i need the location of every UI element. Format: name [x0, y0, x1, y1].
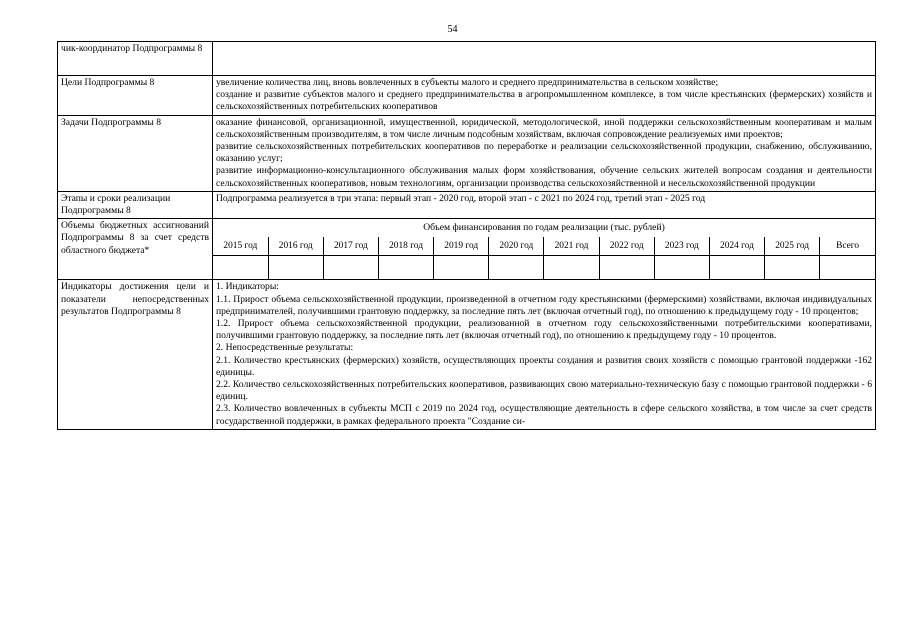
- task-item: развитие информационно-консультационного обслуживания малых форм хозяйствования, обучение сельских жителей вопросам создания и деятельности сельскохозяйственных кооперативов, новым технологиям, организации производства сельскохозяйственной и несельскохозяйственной продукции: [216, 165, 872, 189]
- budget-content: [213, 219, 876, 280]
- budget-label: Объемы бюджетных ассигнований Подпрограммы 8 за счет средств областного бюджета*: [58, 219, 213, 280]
- total-cell: Всего: [820, 237, 875, 256]
- goals-content: [213, 76, 876, 116]
- goal-item: увеличение количества лиц, вновь вовлеченных в субъекты малого и среднего предпринимательства в сельском хозяйстве;: [216, 77, 719, 88]
- year-cell: 2016 год: [268, 237, 323, 256]
- value-cell: [323, 256, 378, 280]
- value-cell: [434, 256, 489, 280]
- row-goals: [58, 76, 876, 116]
- tasks-content: [213, 115, 876, 191]
- year-cell: 2018 год: [378, 237, 433, 256]
- year-cell: 2024 год: [709, 237, 764, 256]
- row-stages: [58, 191, 876, 218]
- indicator-item: 2.3. Количество вовлеченных в субъекты МСП с 2019 по 2024 год, осуществляющие деятельность в сфере сельского хозяйства, в том числе за счет средств государственной поддержки, в рамках федерального проекта "Создание си-: [216, 403, 872, 427]
- value-cell: [544, 256, 599, 280]
- year-cell: 2017 год: [323, 237, 378, 256]
- row-budget: [58, 219, 876, 280]
- stages-label: Этапы и сроки реализации Подпрограммы 8: [58, 191, 213, 218]
- budget-years-table: [213, 237, 875, 279]
- budget-values-row: [213, 256, 875, 280]
- row-indicators: [58, 280, 876, 429]
- budget-years-row: [213, 237, 875, 256]
- value-cell: [709, 256, 764, 280]
- tasks-label: Задачи Подпрограммы 8: [58, 115, 213, 191]
- page-number: 54: [447, 24, 458, 35]
- year-cell: 2015 год: [213, 237, 268, 256]
- row-coordinator: [58, 42, 876, 76]
- indicator-item: 2. Непосредственные результаты:: [216, 342, 354, 354]
- task-item: развитие сельскохозяйственных потребительских кооперативов по переработке и реализации сельскохозяйственной продукции, снабжению, обслуживанию, оказанию услуг;: [216, 141, 872, 165]
- indicators-content: [213, 280, 876, 429]
- indicator-item: 1.1. Прирост объема сельскохозяйственной продукции, произведенной в отчетном году крестьянскими (фермерскими) хозяйствами, включая индивидуальных предпринимателей, получившими грантовую поддержку, за последние пять лет (включая отчетный год), по отношению к предыдущему году - 10 процентов;: [216, 293, 872, 317]
- row-tasks: [58, 115, 876, 191]
- year-cell: 2020 год: [489, 237, 544, 256]
- passport-table: [57, 41, 876, 430]
- value-cell: [378, 256, 433, 280]
- total-value-cell: [820, 256, 875, 280]
- indicator-item: 2.1. Количество крестьянских (фермерских) хозяйств, осуществляющих проекты создания и развития своих хозяйств с помощью грантовой поддержки -162 единицы.: [216, 354, 872, 378]
- value-cell: [213, 256, 268, 280]
- year-cell: 2021 год: [544, 237, 599, 256]
- value-cell: [268, 256, 323, 280]
- goals-label: Цели Подпрограммы 8: [58, 76, 213, 116]
- task-item: оказание финансовой, организационной, имущественной, юридической, методологической, иной поддержки сельскохозяйственным кооперативам и малым сельскохозяйственным производителям, в том числе личным подсобным хозяйствам, включая сопровождение реализуемых ими проектов;: [216, 116, 872, 140]
- year-cell: 2019 год: [434, 237, 489, 256]
- indicator-item: 2.2. Количество сельскохозяйственных потребительских кооперативов, развивающих свою материально-техническую базу с помощью грантовой поддержки - 6 единиц.: [216, 379, 872, 403]
- indicators-label: Индикаторы достижения цели и показатели непосредственных результатов Подпрограммы 8: [58, 280, 213, 429]
- value-cell: [599, 256, 654, 280]
- year-cell: 2023 год: [654, 237, 709, 256]
- stages-content: Подпрограмма реализуется в три этапа: первый этап - 2020 год, второй этап - с 2021 по 2024 год, третий этап - 2025 год: [213, 191, 876, 218]
- value-cell: [654, 256, 709, 280]
- value-cell: [765, 256, 820, 280]
- coordinator-label: чик-координатор Подпрограммы 8: [58, 42, 213, 76]
- goal-item: создание и развитие субъектов малого и среднего предпринимательства в агропромышленном комплексе, в том числе крестьянских (фермерских) хозяйств и сельскохозяйственных потребительских кооперативов: [216, 89, 872, 113]
- budget-header: Объем финансирования по годам реализации (тыс. рублей): [423, 222, 665, 234]
- year-cell: 2025 год: [765, 237, 820, 256]
- value-cell: [489, 256, 544, 280]
- coordinator-content: [213, 42, 876, 76]
- indicator-item: 1.2. Прирост объема сельскохозяйственной продукции, реализованной в отчетном году сельскохозяйственными потребительскими кооперативами, получившими грантовую поддержку, за последние пять лет (включая отчетный год), по отношению к предыдущему году - 10 процентов.: [216, 318, 872, 342]
- year-cell: 2022 год: [599, 237, 654, 256]
- indicator-item: 1. Индикаторы:: [216, 281, 279, 293]
